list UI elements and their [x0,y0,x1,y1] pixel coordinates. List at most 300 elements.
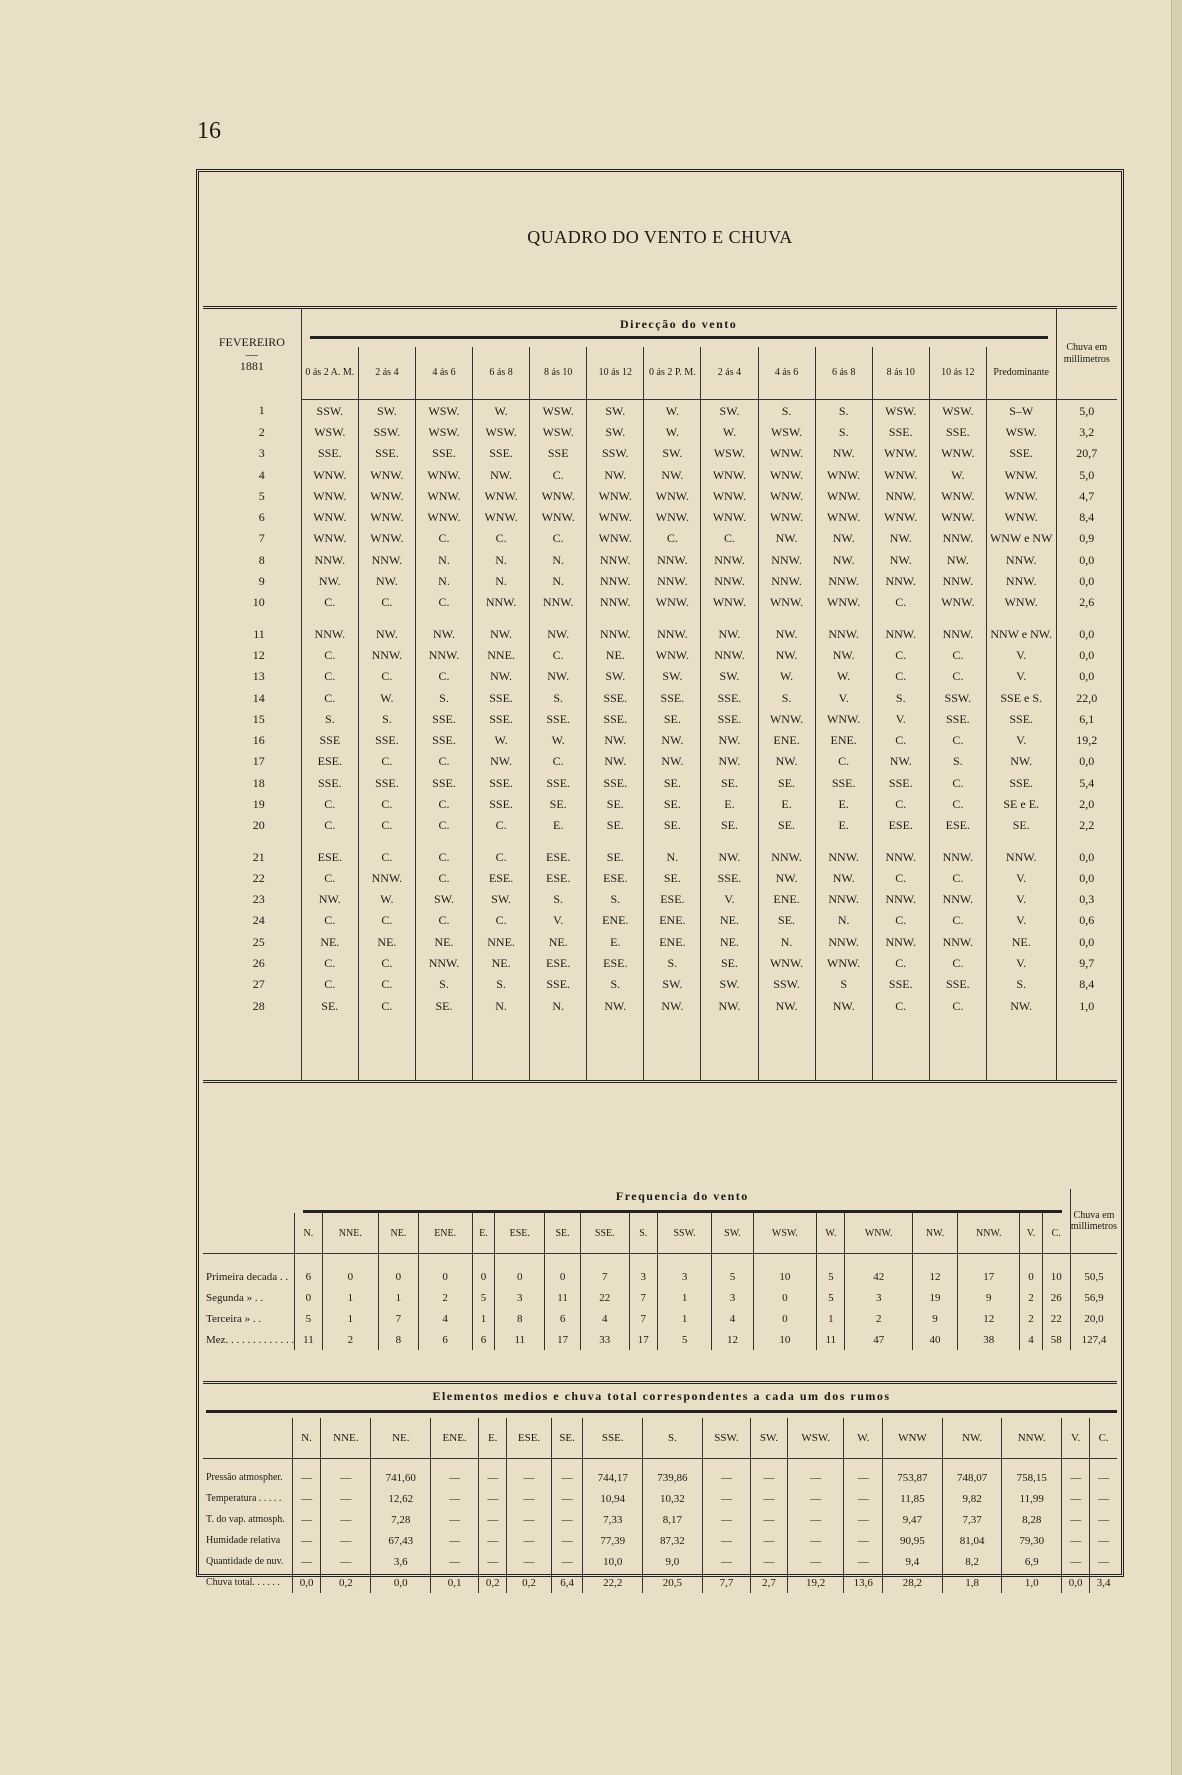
wind-cell: ENE. [758,729,815,750]
freq-row-label: Terceira » . . [206,1312,262,1325]
wind-cell: N. [530,549,587,570]
wind-cell: SW. [358,400,415,422]
freq-column-header: NE. [379,1213,419,1254]
rain-cell: 8,4 [1056,506,1117,527]
elem-cell: 0,1 [431,1572,479,1593]
wind-cell: V. [986,644,1056,665]
empty-cell [986,1016,1056,1037]
elem-column-header: SSW. [702,1418,750,1459]
wind-cell: SE. [587,815,644,836]
elem-cell: — [1062,1509,1090,1530]
wind-cell: SSW. [758,974,815,995]
wind-cell: N. [473,549,530,570]
wind-cell: NNW. [986,570,1056,591]
wind-cell: NW. [701,729,758,750]
wind-cell: ENE. [587,910,644,931]
freq-cell: 4 [712,1308,753,1329]
day-number: 18 [252,775,265,790]
wind-cell: C. [644,528,701,549]
wind-cell: C. [872,592,929,613]
wind-cell: W. [473,729,530,750]
wind-cell: C. [872,952,929,973]
wind-cell: C. [415,846,472,867]
elem-cell: 79,30 [1002,1530,1062,1551]
wind-cell: NW. [986,751,1056,772]
wind-cell: WNW. [587,485,644,506]
elem-cell: — [507,1530,552,1551]
elem-cell: — [551,1551,583,1572]
wind-cell: NW. [701,846,758,867]
empty-cell [758,1016,815,1037]
wind-cell: NW. [473,464,530,485]
wind-cell: SE. [701,815,758,836]
wind-cell: SE. [701,772,758,793]
elem-cell: — [751,1488,788,1509]
wind-cell: W. [473,400,530,422]
wind-cell: C. [358,815,415,836]
elem-cell: — [431,1551,479,1572]
wind-cell: WNW. [358,528,415,549]
rain-cell: 6,1 [1056,708,1117,729]
gap-cell [644,613,701,623]
wind-cell: NW. [815,867,872,888]
rain-cell: 0,0 [1056,570,1117,591]
wind-cell: WNW. [473,485,530,506]
wind-cell: NNW. [701,570,758,591]
wind-cell: S. [530,687,587,708]
empty-cell [758,1038,815,1059]
empty-cell [203,1016,301,1037]
elem-row-label: Humidade relativa [206,1535,281,1546]
freq-cell: 5 [817,1287,845,1308]
elem-cell: 758,15 [1002,1467,1062,1488]
elem-cell: — [844,1551,883,1572]
day-number: 27 [252,977,265,992]
wind-cell: SE. [986,815,1056,836]
empty-row [203,1016,1117,1037]
empty-cell [415,1016,472,1037]
rain-cell: 9,7 [1056,952,1117,973]
wind-cell: NNW. [758,549,815,570]
wind-cell: V. [986,910,1056,931]
empty-cell [758,1059,815,1082]
spacer-cell [293,1459,321,1468]
elem-cell: 9,82 [942,1488,1002,1509]
wind-cell: WSW. [872,400,929,422]
wind-cell: SSE. [358,443,415,464]
gap-cell [701,836,758,846]
wind-cell: SW. [473,889,530,910]
empty-cell [473,1059,530,1082]
wind-cell: W. [358,889,415,910]
wind-cell: NNW. [587,570,644,591]
wind-cell: C. [358,974,415,995]
wind-cell: V. [986,729,1056,750]
elem-cell: — [321,1509,371,1530]
elem-cell: — [431,1467,479,1488]
day-number: 17 [252,754,265,769]
elem-cell: — [321,1530,371,1551]
wind-cell: NW. [358,623,415,644]
empty-cell [587,1059,644,1082]
elem-cell: 3,6 [371,1551,431,1572]
freq-row [203,1329,1117,1350]
wind-cell: SE. [758,772,815,793]
wind-cell: S. [758,687,815,708]
wind-cell: NNW. [644,570,701,591]
gap-cell [530,613,587,623]
freq-cell: 17 [958,1266,1020,1287]
day-row [203,623,1117,644]
wind-cell: NNW. [758,570,815,591]
freq-cell: 58 [1042,1329,1070,1350]
wind-cell: C. [872,793,929,814]
wind-cell: WSW. [929,400,986,422]
elem-cell: 0,0 [293,1572,321,1593]
wind-cell: ESE. [301,846,358,867]
column-header: 0 ás 2 A. M. [301,347,358,400]
spacer-cell [883,1459,943,1468]
wind-cell: S [815,974,872,995]
day-number: 14 [252,690,265,705]
wind-cell: SSE. [415,729,472,750]
wind-cell: NW. [758,751,815,772]
freq-cell: 5 [472,1287,495,1308]
freq-column-header: NNE. [322,1213,379,1254]
elem-cell: — [751,1509,788,1530]
empty-cell [872,1059,929,1082]
spacer-cell [583,1459,643,1468]
freq-cell: 6 [472,1329,495,1350]
wind-cell: NNE. [473,931,530,952]
rain-cell: 20,7 [1056,443,1117,464]
day-number: 2 [258,424,265,439]
elem-cell: 1,0 [1002,1572,1062,1593]
wind-cell: SSW. [358,421,415,442]
wind-cell: S. [929,751,986,772]
elem-cell: 753,87 [883,1467,943,1488]
rain-cell: 2,6 [1056,592,1117,613]
freq-cell: 7 [379,1308,419,1329]
freq-cell: 17 [629,1329,657,1350]
freq-cell: 0 [753,1287,817,1308]
wind-cell: NE. [301,931,358,952]
wind-cell: NW. [815,644,872,665]
elem-cell: 12,62 [371,1488,431,1509]
freq-header-label: Frequencia do vento [615,1189,749,1203]
freq-cell: 26 [1042,1287,1070,1308]
gap-cell [872,836,929,846]
wind-cell: NW. [929,549,986,570]
freq-cell: 9 [958,1287,1020,1308]
spacer-cell [1090,1459,1117,1468]
wind-cell: NNW. [815,623,872,644]
elem-cell: — [1062,1551,1090,1572]
empty-cell [473,1016,530,1037]
freq-cell: 0 [753,1308,817,1329]
spacer-cell [1020,1254,1042,1267]
freq-cell: 1 [379,1287,419,1308]
empty-cell [358,1059,415,1082]
rain-cell: 0,6 [1056,910,1117,931]
wind-cell: NW. [301,889,358,910]
elem-cell: 8,28 [1002,1509,1062,1530]
elem-column-header: NNW. [1002,1418,1062,1459]
wind-cell: WSW. [758,421,815,442]
elem-cell: — [507,1509,552,1530]
wind-cell: W. [358,687,415,708]
freq-cell: 0 [495,1266,545,1287]
wind-cell: SSE [301,729,358,750]
wind-cell: WNW. [701,464,758,485]
freq-cell: 5 [817,1266,845,1287]
wind-cell: NNW. [587,549,644,570]
wind-cell: NW. [815,443,872,464]
elem-row-label: Quantidade de nuv. [206,1556,284,1567]
spacer-cell [418,1254,472,1267]
wind-cell: SSW. [929,687,986,708]
empty-cell [530,1016,587,1037]
month-year-cell [203,308,301,400]
wind-cell: WNW. [815,506,872,527]
wind-cell: SSE. [473,708,530,729]
wind-cell: C. [301,952,358,973]
elem-cell: 20,5 [643,1572,703,1593]
wind-cell: N. [415,549,472,570]
elem-cell: 7,37 [942,1509,1002,1530]
rain-cell: 22,0 [1056,687,1117,708]
wind-cell: WNW. [644,644,701,665]
elem-cell: — [321,1467,371,1488]
elem-column-header: SW. [751,1418,788,1459]
elem-cell: 28,2 [883,1572,943,1593]
spacer-cell [958,1254,1020,1267]
day-number: 23 [252,892,265,907]
freq-cell: 19 [912,1287,957,1308]
wind-cell: WNW. [815,485,872,506]
wind-cell: SSE. [415,443,472,464]
elem-cell: — [787,1509,844,1530]
elem-cell: — [702,1467,750,1488]
freq-cell: 2 [1020,1308,1042,1329]
elem-cell: — [751,1530,788,1551]
wind-cell: SSE. [587,687,644,708]
wind-cell: C. [415,666,472,687]
header-rule [310,336,1048,339]
wind-cell: NNW. [929,889,986,910]
wind-cell: NW. [815,549,872,570]
column-header: 8 ás 10 [872,347,929,400]
wind-cell: NNW. [301,549,358,570]
elem-spacer [203,1459,1117,1468]
wind-cell: C. [415,815,472,836]
wind-cell: NW. [644,464,701,485]
elem-row [203,1572,1117,1593]
elem-cell: — [844,1488,883,1509]
elem-cell: — [844,1509,883,1530]
wind-cell: NW. [872,528,929,549]
wind-cell: C. [301,644,358,665]
gap-cell [473,613,530,623]
spacer-cell [295,1254,322,1267]
wind-cell: SE. [301,995,358,1016]
elem-cell: 7,7 [702,1572,750,1593]
wind-cell: NW. [530,623,587,644]
wind-cell: NW. [301,570,358,591]
elem-cell: 10,0 [583,1551,643,1572]
wind-cell: NNW. [872,623,929,644]
elem-cell: 11,99 [1002,1488,1062,1509]
empty-cell [1056,1016,1117,1037]
wind-cell: SSE. [473,793,530,814]
elem-cell: 81,04 [942,1530,1002,1551]
elem-column-header: NNE. [321,1418,371,1459]
wind-cell: WNW. [815,592,872,613]
freq-cell: 1 [322,1308,379,1329]
wind-cell: NNW. [929,931,986,952]
wind-cell: WSW. [530,421,587,442]
elem-cell: 7,33 [583,1509,643,1530]
wind-cell: WSW. [701,443,758,464]
wind-cell: C. [301,793,358,814]
wind-cell: C. [929,666,986,687]
spacer-cell [751,1459,788,1468]
rain-cell: 5,0 [1056,464,1117,485]
wind-cell: NNW. [415,952,472,973]
wind-cell: NNW. [872,889,929,910]
freq-column-header: NNW. [958,1213,1020,1254]
wind-cell: C. [872,666,929,687]
wind-cell: NNW. [415,644,472,665]
day-number: 28 [252,998,265,1013]
elem-cell: — [702,1530,750,1551]
wind-cell: WNW. [644,592,701,613]
freq-rain-header: Chuva em millimetros [1070,1189,1117,1254]
wind-cell: C. [301,910,358,931]
elem-cell: — [751,1467,788,1488]
elem-cell: — [551,1509,583,1530]
empty-cell [644,1059,701,1082]
year-label: 1881 [239,359,264,374]
wind-cell: NE. [701,931,758,952]
freq-rain-cell: 50,5 [1070,1266,1117,1287]
rain-cell: 1,0 [1056,995,1117,1016]
spacer-cell [1002,1459,1062,1468]
wind-cell: N. [473,570,530,591]
wind-cell: WNW. [986,592,1056,613]
elem-cell: — [507,1467,552,1488]
freq-cell: 4 [1020,1329,1042,1350]
day-row [203,464,1117,485]
freq-cell: 1 [657,1308,711,1329]
empty-cell [1056,1059,1117,1082]
empty-cell [986,1038,1056,1059]
elem-cell: — [507,1551,552,1572]
empty-cell [301,1038,358,1059]
freq-cell: 0 [1020,1266,1042,1287]
wind-cell: SSE. [872,974,929,995]
gap-cell [758,613,815,623]
wind-cell: NW. [644,995,701,1016]
rain-cell: 0,0 [1056,644,1117,665]
elem-cell: — [293,1530,321,1551]
wind-cell: WNW. [872,464,929,485]
wind-cell: SW. [587,421,644,442]
elem-cell: — [479,1530,507,1551]
elem-cell: 0,2 [321,1572,371,1593]
wind-cell: ENE. [644,910,701,931]
spacer-cell [322,1254,379,1267]
wind-cell: WNW. [986,464,1056,485]
freq-cell: 2 [418,1287,472,1308]
wind-cell: SSE. [701,708,758,729]
day-row [203,549,1117,570]
wind-cell: NW. [415,623,472,644]
day-row [203,729,1117,750]
elem-cell: — [1062,1467,1090,1488]
day-row [203,528,1117,549]
spacer-cell [379,1254,419,1267]
spacer-cell [1042,1254,1070,1267]
elem-cell: — [844,1467,883,1488]
day-row [203,772,1117,793]
day-number: 13 [252,669,265,684]
wind-cell: NNW. [986,549,1056,570]
freq-column-header: V. [1020,1213,1042,1254]
elem-cell: — [551,1530,583,1551]
freq-cell: 12 [912,1266,957,1287]
gap-cell [1056,613,1117,623]
wind-cell: V. [872,708,929,729]
freq-cell: 11 [545,1287,581,1308]
wind-cell: WNW. [415,485,472,506]
wind-cell: SSE. [701,867,758,888]
empty-cell [473,1038,530,1059]
wind-cell: SE. [644,772,701,793]
wind-elements-table [203,1381,1117,1593]
day-row [203,666,1117,687]
freq-column-header: N. [295,1213,322,1254]
wind-cell: W. [644,400,701,422]
freq-row [203,1287,1117,1308]
freq-cell: 1 [322,1287,379,1308]
wind-cell: S. [815,421,872,442]
wind-cell: WNW. [644,506,701,527]
wind-cell: V. [986,889,1056,910]
elem-cell: — [293,1509,321,1530]
day-row [203,592,1117,613]
wind-cell: NNW. [986,846,1056,867]
elem-cell: 77,39 [583,1530,643,1551]
gap-cell [415,613,472,623]
wind-cell: SW. [701,666,758,687]
wind-cell: WNW. [758,464,815,485]
elem-cell: — [702,1551,750,1572]
elem-cell: 2,7 [751,1572,788,1593]
elem-cell: 9,0 [643,1551,703,1572]
wind-cell: NNW. [815,889,872,910]
freq-cell: 0 [379,1266,419,1287]
elem-cell: — [321,1551,371,1572]
wind-cell: SW. [644,666,701,687]
wind-cell: WNW. [530,506,587,527]
wind-cell: C. [872,729,929,750]
elem-cell: — [479,1467,507,1488]
wind-cell: NNW. [587,592,644,613]
wind-cell: N. [473,995,530,1016]
wind-cell: SE. [758,815,815,836]
wind-cell: C. [929,772,986,793]
